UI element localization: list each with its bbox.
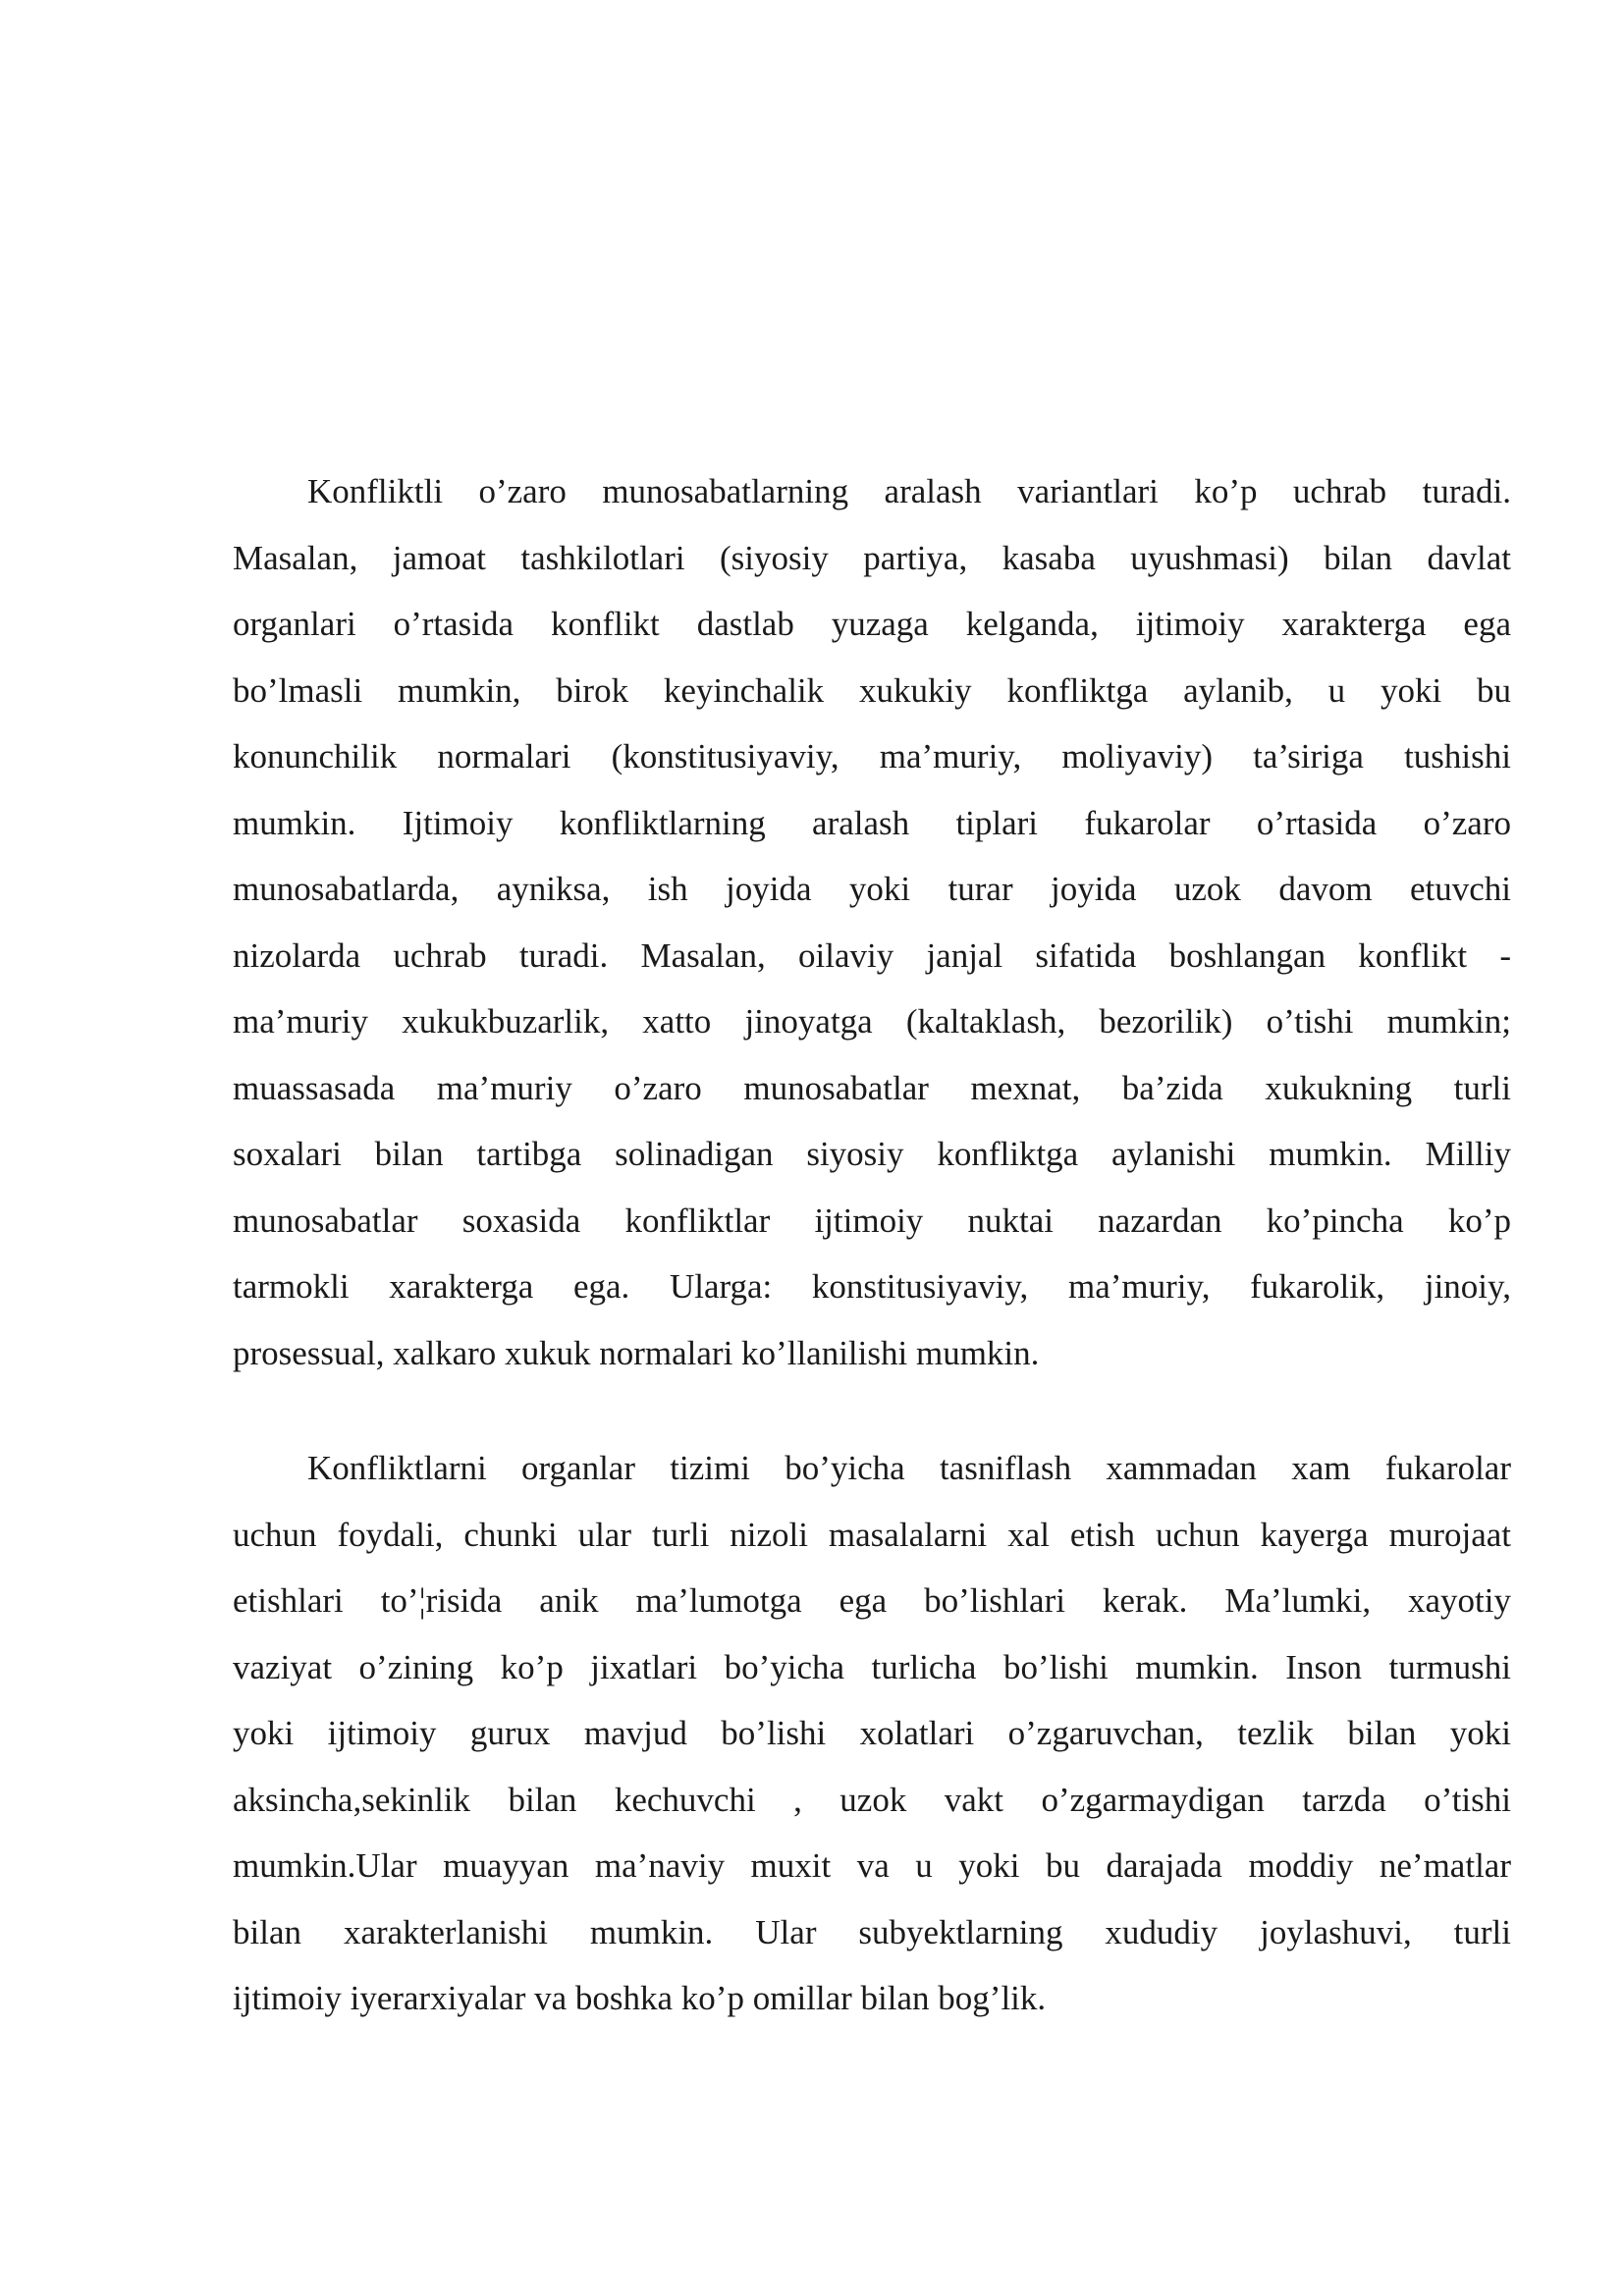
- paragraph-line: Konfliktlarni organlar tizimi bo’yicha tasniflash xammadan xam fukarolar: [307, 1449, 1511, 1487]
- paragraph-line: konunchilik normalari (konstitusiyaviy, ma’muriy, moliyaviy) ta’siriga tushishi: [233, 737, 1511, 775]
- paragraph-line: Konfliktli o’zaro munosabatlarning aralash variantlari ko’p uchrab turadi.: [307, 472, 1511, 510]
- paragraph-1: [233, 458, 1511, 1386]
- paragraph-line: aksincha,sekinlik bilan kechuvchi , uzok vakt o’zgarmaydigan tarzda o’tishi: [233, 1780, 1511, 1819]
- paragraph-line: ma’muriy xukukbuzarlik, xatto jinoyatga (kaltaklash, bezorilik) o’tishi mumkin;: [233, 1002, 1511, 1041]
- paragraph-line: bilan xarakterlanishi mumkin. Ular subyektlarning xududiy joylashuvi, turli: [233, 1912, 1511, 1951]
- paragraph-line: mumkin.Ular muayyan ma’naviy muxit va u yoki bu darajada moddiy ne’matlar: [233, 1846, 1511, 1885]
- paragraph-2: [233, 1435, 1511, 2032]
- paragraph-line: vaziyat o’zining ko’p jixatlari bo’yicha turlicha bo’lishi mumkin. Inson turmushi: [233, 1647, 1511, 1686]
- paragraph-line: prosessual, xalkaro xukuk normalari ko’llanilishi mumkin.: [233, 1333, 1040, 1372]
- paragraph-line: soxalari bilan tartibga solinadigan siyosiy konfliktga aylanishi mumkin. Milliy: [233, 1135, 1511, 1173]
- paragraph-line: etishlari to’¦risida anik ma’lumotga ega bo’lishlari kerak. Ma’lumki, xayotiy: [233, 1581, 1511, 1620]
- paragraph-line: munosabatlarda, ayniksa, ish joyida yoki turar joyida uzok davom etuvchi: [233, 870, 1511, 908]
- paragraph-line: uchun foydali, chunki ular turli nizoli masalalarni xal etish uchun kayerga murojaat: [233, 1515, 1511, 1554]
- paragraph-line: bo’lmasli mumkin, birok keyinchalik xukukiy konfliktga aylanib, u yoki bu: [233, 670, 1511, 710]
- paragraph-line: tarmokli xarakterga ega. Ularga: konstitusiyaviy, ma’muriy, fukarolik, jinoiy,: [233, 1267, 1511, 1306]
- paragraph-line: mumkin. Ijtimoiy konfliktlarning aralash tiplari fukarolar o’rtasida o’zaro: [233, 803, 1511, 842]
- paragraph-line: muassasada ma’muriy o’zaro munosabatlar mexnat, ba’zida xukukning turli: [233, 1068, 1511, 1107]
- paragraph-line: organlari o’rtasida konflikt dastlab yuzaga kelganda, ijtimoiy xarakterga ega: [233, 605, 1511, 643]
- paragraph-line: ijtimoiy iyerarxiyalar va boshka ko’p omillar bilan bog’lik.: [233, 1979, 1047, 2017]
- paragraph-line: munosabatlar soxasida konfliktlar ijtimoiy nuktai nazardan ko’pincha ko’p: [233, 1201, 1511, 1240]
- paragraph-line: yoki ijtimoiy gurux mavjud bo’lishi xolatlari o’zgaruvchan, tezlik bilan yoki: [233, 1714, 1511, 1752]
- paragraph-line: nizolarda uchrab turadi. Masalan, oilaviy janjal sifatida boshlangan konflikt -: [233, 935, 1511, 975]
- paragraph-line: Masalan, jamoat tashkilotlari (siyosiy partiya, kasaba uyushmasi) bilan davlat: [233, 538, 1511, 577]
